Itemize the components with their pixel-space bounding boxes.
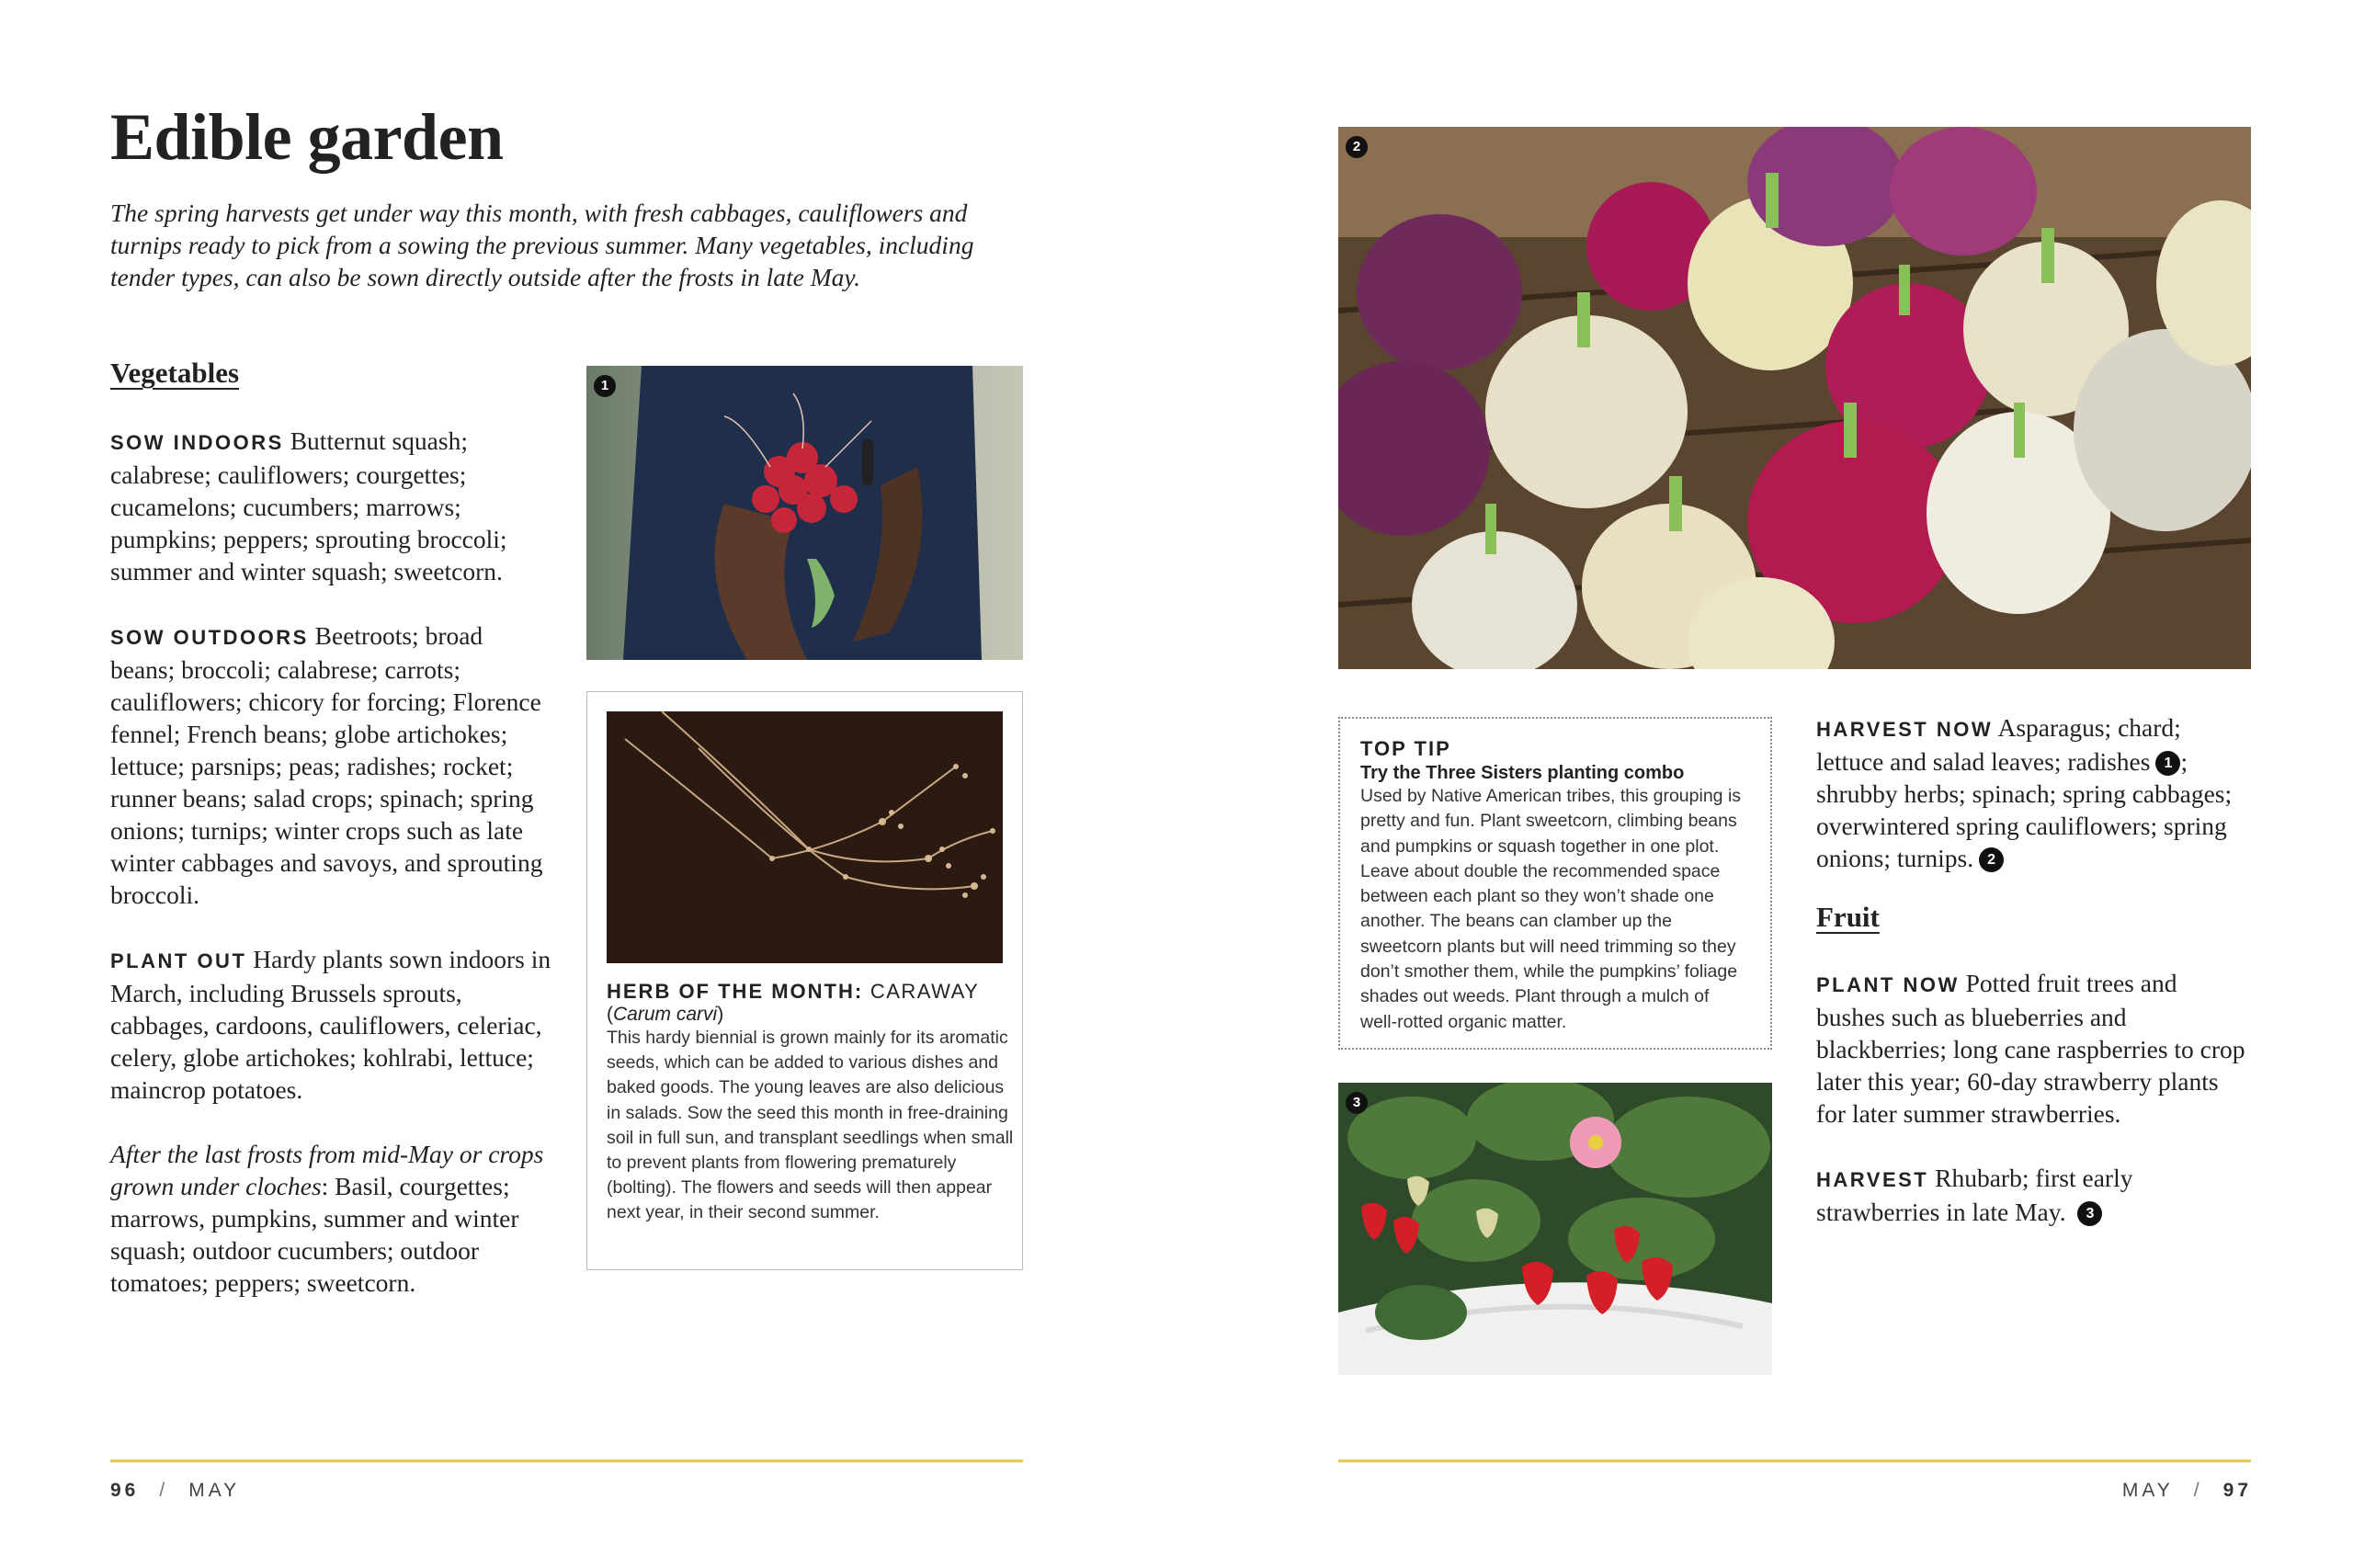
caraway-photo — [607, 711, 1003, 963]
herb-label: HERB OF THE MONTH: — [607, 980, 864, 1003]
herb-latin-italic: Carum carvi — [613, 1004, 718, 1025]
herb-latin-close: ) — [717, 1004, 724, 1025]
sow-indoors-label: SOW INDOORS — [110, 431, 284, 454]
folio-right — [2122, 1480, 2252, 1502]
photo-marker-2: 2 — [1346, 136, 1368, 158]
herb-of-month-text — [607, 980, 1016, 1226]
herb-body: This hardy biennial is grown mainly for its aromatic seeds, which can be added to various dishes and baked goods. The young leaves are also delicious in salads. Sow the seed this month in free-draining soil in full sun, and transplant seedlings when small to prevent plants from flowering prematurely (bolting). The flowers and seeds will then appear next year, in their second summer. — [607, 1028, 1014, 1223]
harvest-now-paragraph — [1816, 711, 2248, 874]
strawberries-photo — [1338, 1083, 1772, 1375]
inline-marker-3: 3 — [2077, 1201, 2102, 1226]
photo-marker-1: 1 — [594, 375, 616, 397]
after-frosts-paragraph — [110, 1138, 551, 1299]
folio-left — [110, 1480, 240, 1502]
photo-marker-3: 3 — [1346, 1092, 1368, 1114]
vegetables-column — [110, 425, 551, 1331]
top-tip-body: Used by Native American tribes, this grouping is pretty and fun. Plant sweetcorn, climbing beans and pumpkins or squash together in one plot. Leave about double the recommended space between each plant so they won’t shade one another. The beans can clamber up the sweetcorn plants but will need trimming so they don’t smother them, while the pumpkins’ foliage shades out weeds. Plant through a mulch of well-rotted organic matter. — [1360, 786, 1742, 1032]
radishes-photo — [586, 366, 1023, 660]
page-title: Edible garden — [110, 100, 504, 174]
sow-outdoors-label: SOW OUTDOORS — [110, 626, 309, 649]
intro-paragraph: The spring harvests get under way this month, with fresh cabbages, cauliflowers and turnips ready to pick from a sowing the previous summer. Many vegetables, including tender types, can also be sown directly outside after the frosts in late May. — [110, 199, 974, 291]
sow-indoors-paragraph — [110, 425, 551, 587]
plant-out-text: Hardy plants sown indoors in March, including Brussels sprouts, cabbages, cardoons, cauliflowers, celeriac, celery, globe artichokes; kohlrabi, lettuce; maincrop potatoes. — [110, 945, 551, 1104]
harvest-now-label: HARVEST NOW — [1816, 718, 1994, 741]
sow-indoors-text: Butternut squash; calabrese; cauliflowers; courgettes; cucamelons; cucumbers; marrows; pumpkins; peppers; sprouting broccoli; summer and winter squash; sweetcorn. — [110, 426, 507, 585]
vegetables-heading: Vegetables — [110, 357, 240, 389]
plant-out-paragraph — [110, 943, 551, 1106]
plant-now-label: PLANT NOW — [1816, 973, 1960, 996]
page-number-left: 96 — [110, 1480, 140, 1501]
harvest-label: HARVEST — [1816, 1168, 1929, 1191]
inline-marker-1: 1 — [2155, 751, 2180, 776]
top-tip-subtitle: Try the Three Sisters planting combo — [1360, 763, 1685, 783]
footer-rule-left — [110, 1460, 1023, 1462]
harvest-now-text-b: ; shrubby herbs; spinach; spring cabbages; overwintered spring cauliflowers; spring onions; turnips. — [1816, 747, 2233, 872]
inline-marker-2: 2 — [1979, 847, 2004, 872]
herb-heading — [607, 980, 1016, 1004]
folio-month-right: MAY — [2121, 1480, 2174, 1501]
fruit-heading: Fruit — [1816, 901, 1880, 933]
herb-name: CARAWAY — [870, 980, 980, 1003]
harvest-now-text-a: Asparagus; chard; lettuce and salad leaves; radishes — [1816, 713, 2181, 776]
herb-latin-open: ( — [607, 1004, 613, 1025]
plant-now-text: Potted fruit trees and bushes such as blueberries and blackberries; long cane raspberries to crop later this year; 60-day strawberry plants for later summer strawberries. — [1816, 969, 2245, 1128]
plant-now-paragraph — [1816, 967, 2248, 1130]
after-frosts-italic: After the last frosts from mid-May or crops grown under cloches — [110, 1140, 544, 1200]
sow-outdoors-text: Beetroots; broad beans; broccoli; calabrese; carrots; cauliflowers; chicory for forcing; Florence fennel; French beans; globe artichokes; lettuce; parsnips; peas; radishes; rocket; runner beans; salad crops; spinach; spring onions; turnips; winter crops such as late winter cabbages and savoys, and sprouting broccoli. — [110, 621, 543, 909]
harvest-paragraph — [1816, 1162, 2248, 1228]
right-column — [1816, 711, 2248, 906]
plant-out-label: PLANT OUT — [110, 949, 247, 972]
harvest-text: Rhubarb; first early strawberries in late May. — [1816, 1164, 2133, 1226]
after-frosts-text: : Basil, courgettes; marrows, pumpkins, summer and winter squash; outdoor cucumbers; outdoor tomatoes; peppers; sweetcorn. — [110, 1172, 519, 1297]
top-tip-box — [1338, 717, 1772, 1050]
footer-rule-right — [1338, 1460, 2251, 1462]
page-number-right: 97 — [2222, 1480, 2252, 1501]
folio-month-left: MAY — [188, 1480, 241, 1501]
fruit-column — [1816, 967, 2248, 1228]
herb-latin-name — [607, 1004, 1016, 1026]
folio-separator-left: / — [159, 1480, 169, 1501]
turnips-photo — [1338, 127, 2251, 669]
sow-outdoors-paragraph — [110, 619, 551, 911]
folio-separator-right: / — [2193, 1480, 2203, 1501]
top-tip-label: TOP TIP — [1360, 737, 1451, 760]
